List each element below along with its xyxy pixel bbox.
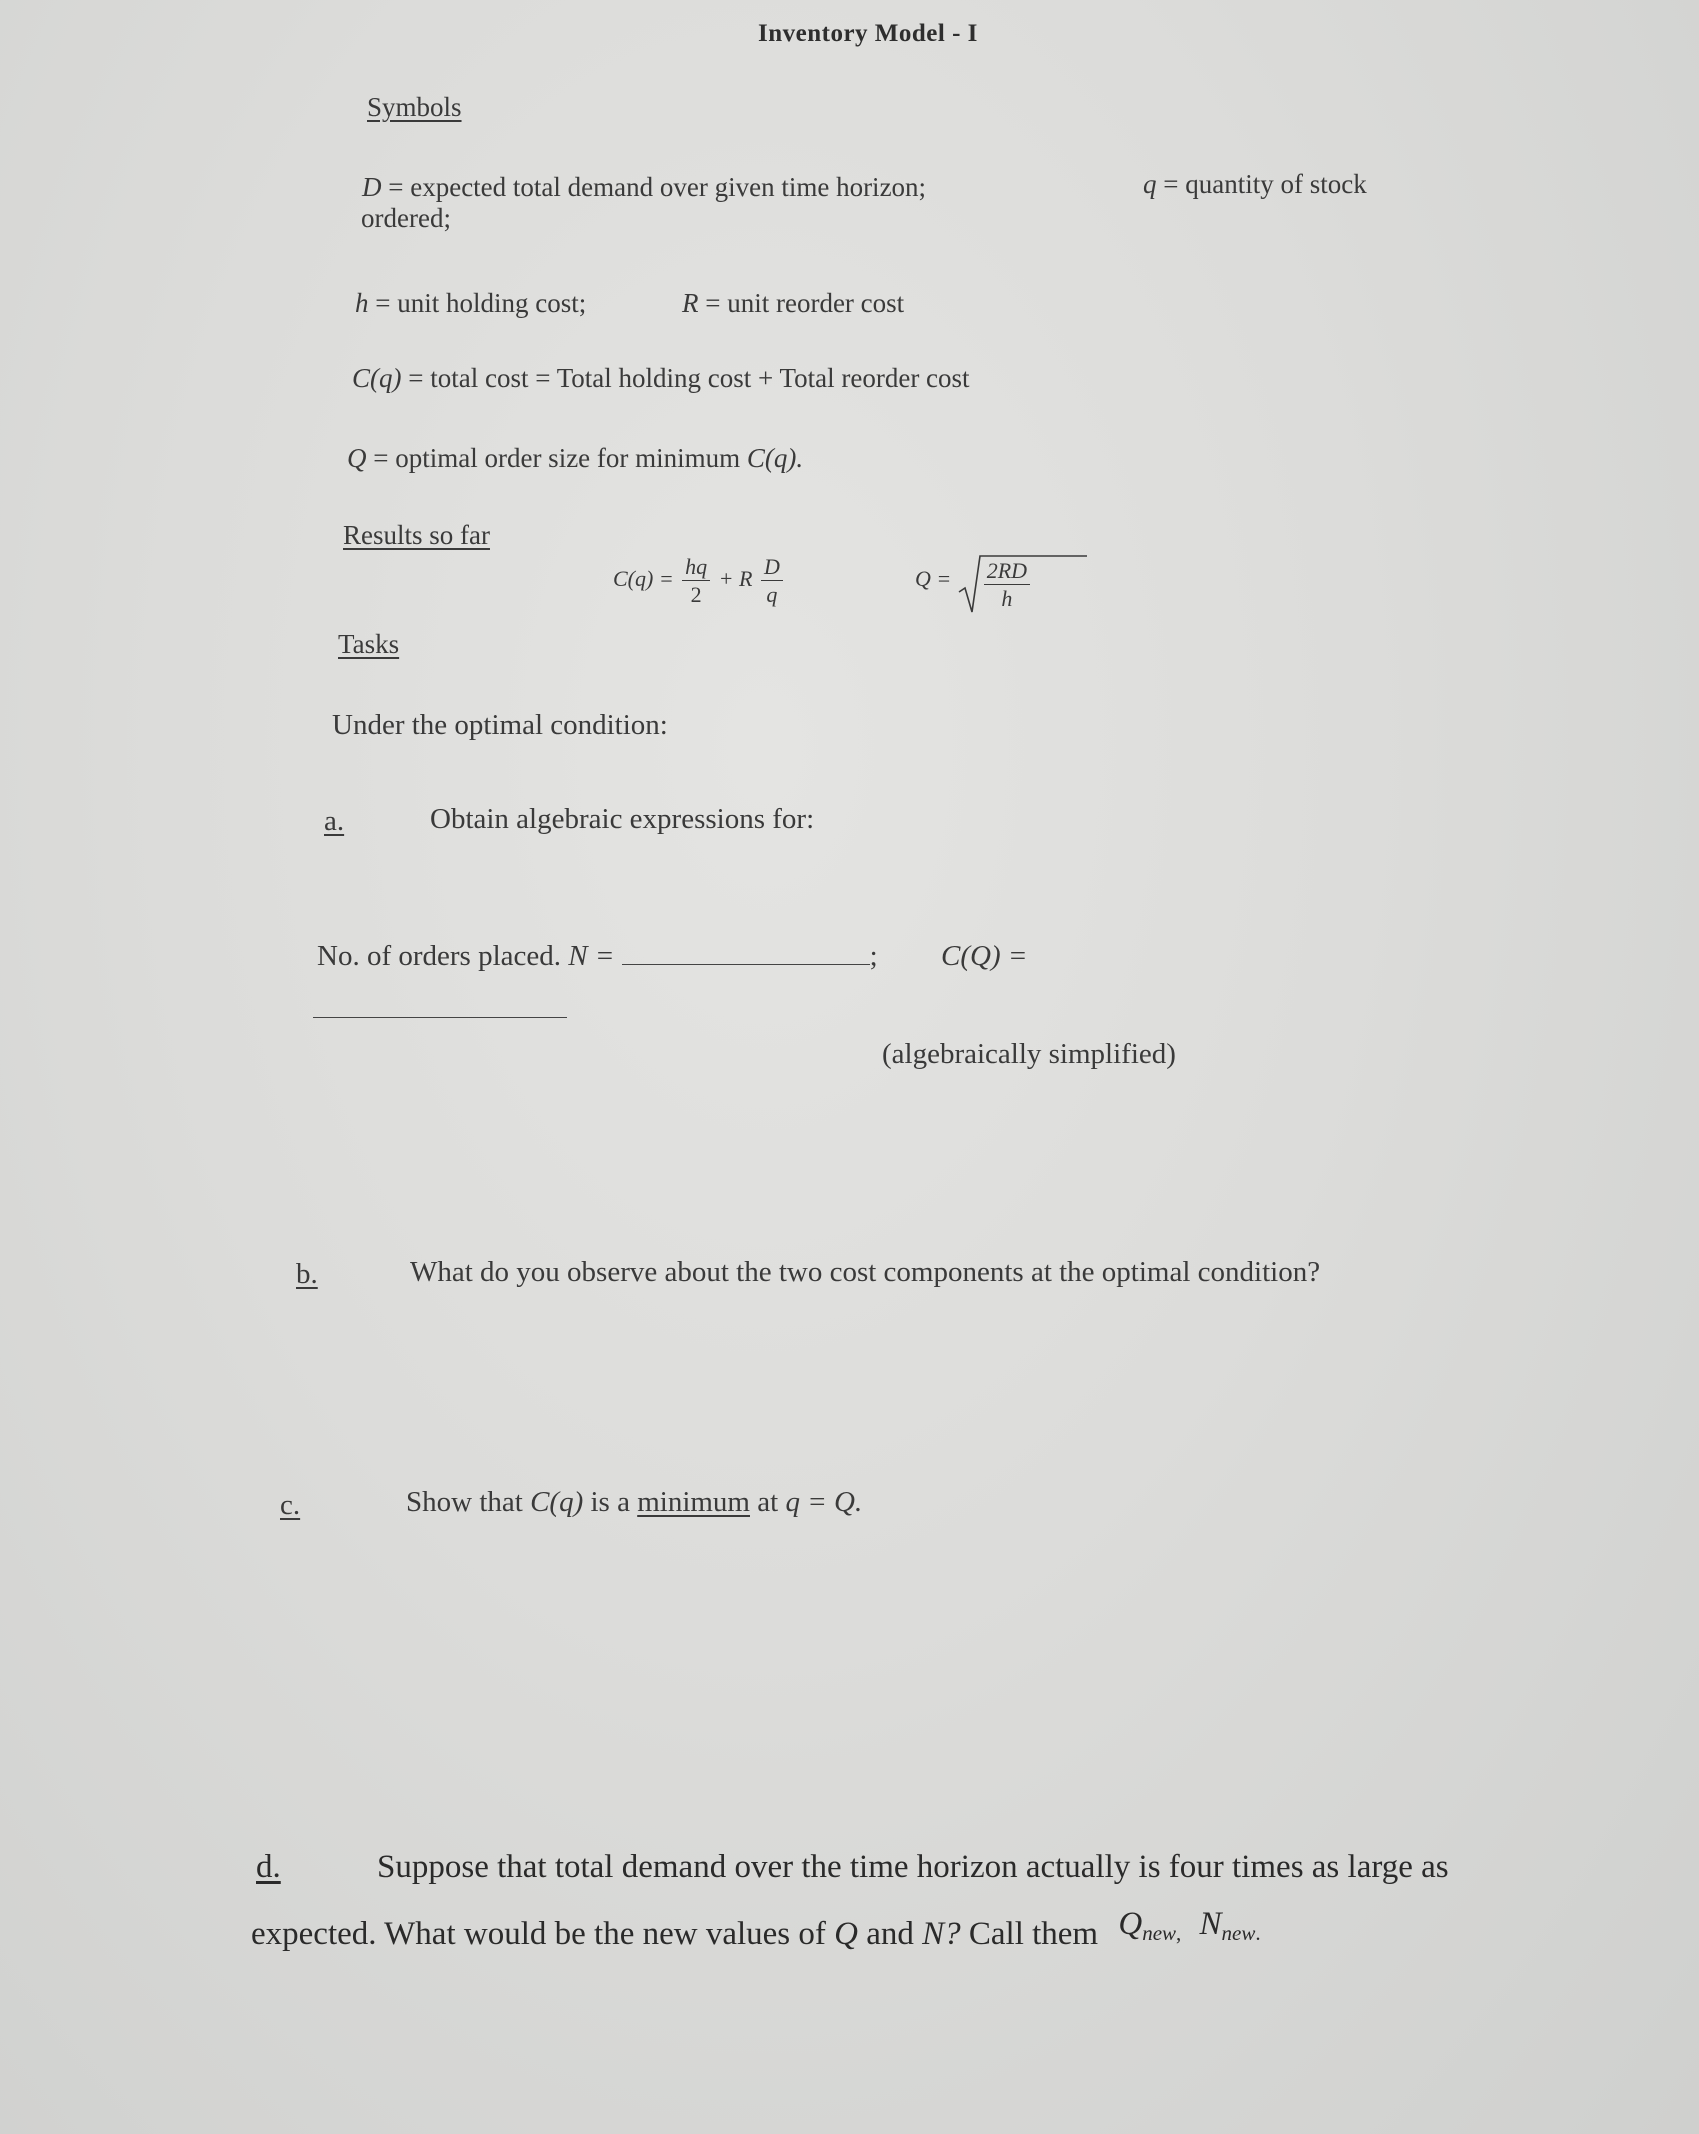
- fraction-2rd-over-h: $\frac{2RD}{h}$: [984, 560, 1030, 610]
- symbol-h-def: h = unit holding cost;: [355, 288, 587, 318]
- radical-sign-icon: [957, 552, 1097, 616]
- tasks-intro: Under the optimal condition:: [332, 709, 668, 741]
- cost-formula: C(q) = $\frac{hq}{2}$ + R $\frac{D}{q}$: [613, 556, 786, 606]
- task-b-label: b.: [296, 1258, 318, 1290]
- optimal-q-formula: Q = $\frac{2RD}{h}$: [915, 552, 1033, 610]
- orders-line: No. of orders placed. N = ;: [317, 940, 878, 972]
- cost-answer-label: C(Q) =: [941, 940, 1028, 972]
- n-new-symbol: $N_{new.}$: [1199, 1906, 1261, 1945]
- task-c-text: Show that C(q) is a minimum at q = Q.: [406, 1486, 863, 1518]
- symbol-c-def: C(q) = total cost = Total holding cost + Total reorder cost: [352, 363, 970, 393]
- fraction-d-over-q: $\frac{D}{q}$: [761, 556, 783, 606]
- task-a-label: a.: [324, 805, 345, 837]
- task-a-note: (algebraically simplified): [882, 1038, 1176, 1070]
- symbol-r-def: R = unit reorder cost: [682, 288, 905, 318]
- cost-answer-blank[interactable]: [313, 1017, 567, 1018]
- task-d-line1: Suppose that total demand over the time horizon actually is four times as large as: [377, 1849, 1449, 1885]
- results-heading: Results so far: [343, 520, 490, 550]
- fraction-hq-over-2: $\frac{hq}{2}$: [682, 556, 710, 606]
- task-d-line2: expected. What would be the new values of Q and N? Call them $Q_{new,}$ $N_{new.}$: [251, 1906, 1261, 1952]
- task-a-text: Obtain algebraic expressions for:: [430, 803, 815, 835]
- orders-answer-blank[interactable]: [622, 964, 870, 965]
- task-d-label: d.: [256, 1849, 281, 1885]
- page-title: Inventory Model - I: [758, 20, 978, 47]
- task-c-label: c.: [280, 1489, 301, 1521]
- task-b-text: What do you observe about the two cost components at the optimal condition?: [410, 1256, 1321, 1288]
- symbol-q-def-cont: ordered;: [361, 203, 451, 233]
- symbol-q-def: q = quantity of stock: [1143, 169, 1367, 199]
- symbol-big-q-def: Q = optimal order size for minimum C(q).: [347, 443, 804, 473]
- symbols-heading: Symbols: [367, 92, 462, 122]
- tasks-heading: Tasks: [338, 629, 400, 659]
- q-new-symbol: $Q_{new,}$: [1118, 1906, 1182, 1945]
- symbol-d-def: D = expected total demand over given time horizon;: [362, 172, 927, 202]
- square-root: [957, 552, 1033, 610]
- symbol-q-var: q: [1143, 169, 1157, 199]
- symbol-d-var: D: [362, 172, 382, 202]
